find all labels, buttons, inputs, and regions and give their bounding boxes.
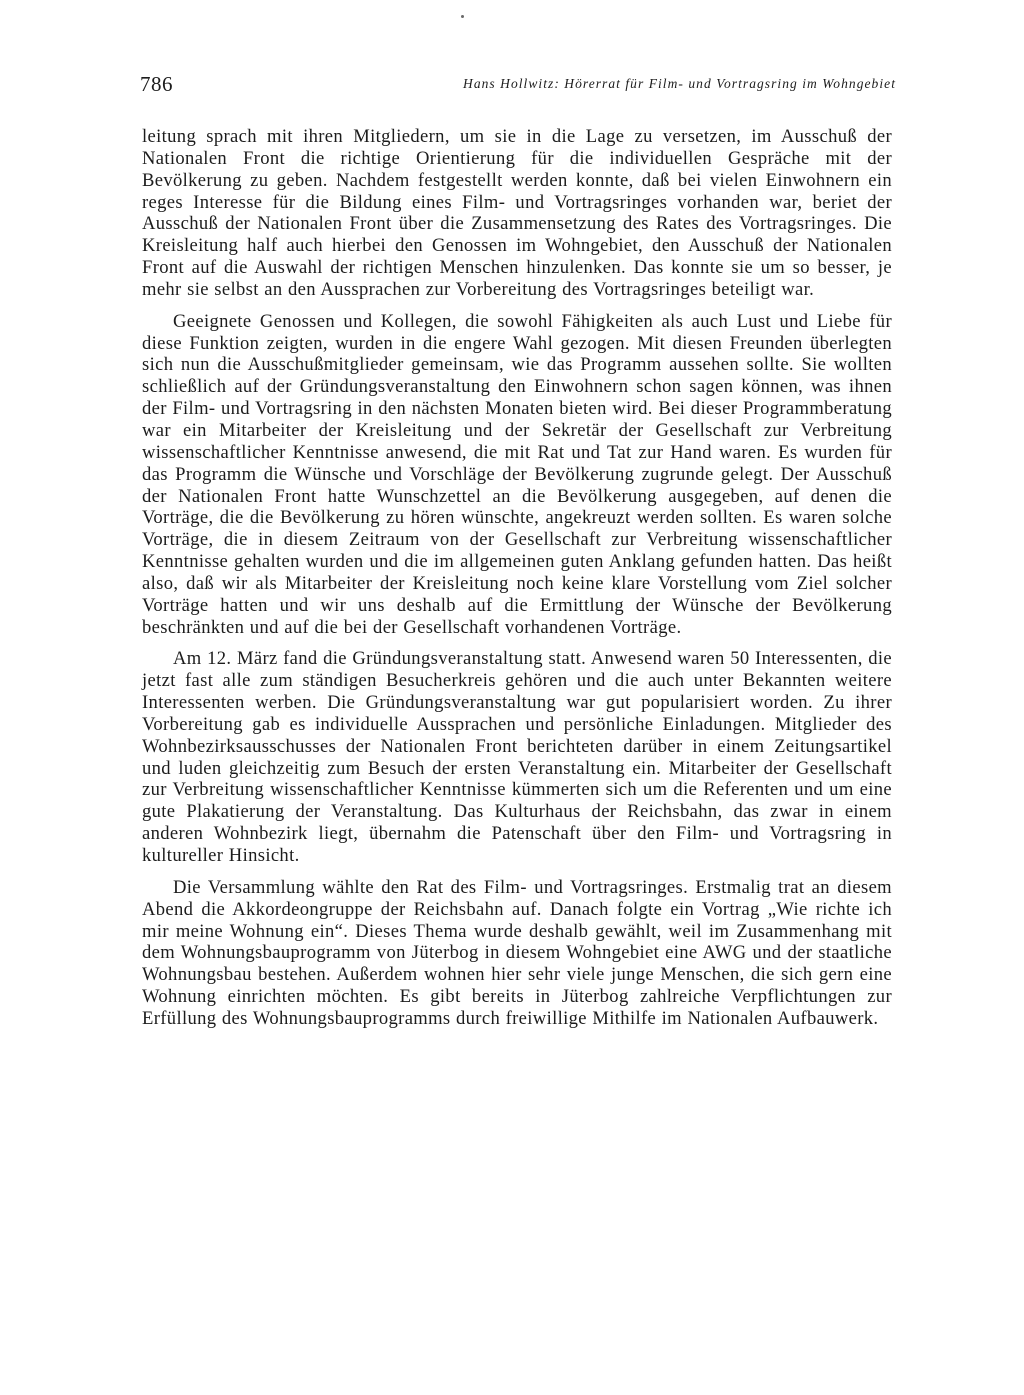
scan-speck: [461, 15, 464, 18]
running-header: Hans Hollwitz: Hörerrat für Film- und Vortragsring im Wohngebiet: [463, 76, 896, 91]
paragraph-3: Am 12. März fand die Gründungsveranstaltung statt. Anwesend waren 50 Interessenten, die jetzt fast alle zum ständigen Besucherkreis gehören und die auch unter Bekannten weitere Interessenten werben. Die Gründungsveranstaltung war gut popularisiert worden. Zu ihrer Vorbereitung gab es individuelle Aussprachen und persönliche Einladungen. Mitglieder des Wohnbezirksausschusses der Nationalen Front berichteten darüber in einem Zeitungsartikel und luden gleichzeitig zum Besuch der ersten Veranstaltung ein. Mitarbeiter der Gesellschaft zur Verbreitung wissenschaftlicher Kenntnisse kümmerten sich um die Referenten und um eine gute Plakatierung der Veranstaltung. Das Kulturhaus der Reichsbahn, das zwar in einem anderen Wohnbezirk liegt, übernahm die Patenschaft über den Film- und Vortragsring in kultureller Hinsicht.: [142, 648, 892, 866]
page-number: 786: [140, 72, 173, 96]
body-text: [142, 126, 892, 1030]
paragraph-4: Die Versammlung wählte den Rat des Film- und Vortragsringes. Erstmalig trat an diesem Abend die Akkordeongruppe der Reichsbahn auf. Danach folgte ein Vortrag „Wie richte ich mir meine Wohnung ein“. Dieses Thema wurde deshalb gewählt, weil im Zusammenhang mit dem Wohnungsbauprogramm von Jüterbog in diesem Wohngebiet eine AWG und der staatliche Wohnungsbau bestehen. Außerdem wohnen hier sehr viele junge Menschen, die sich gern eine Wohnung einrichten möchten. Es gibt bereits in Jüterbog zahlreiche Verpflichtungen zur Erfüllung des Wohnungsbauprogramms durch freiwillige Mithilfe im Nationalen Aufbauwerk.: [142, 876, 892, 1029]
paragraph-1: leitung sprach mit ihren Mitgliedern, um sie in die Lage zu versetzen, im Ausschuß der Nationalen Front die richtige Orientierung für die individuellen Gespräche mit der Bevölkerung zu geben. Nachdem festgestellt werden konnte, daß bei vielen Einwohnern ein reges Interesse für die Bildung eines Film- und Vortragsringes vorhanden war, beriet der Ausschuß der Nationalen Front über die Zusammensetzung des Rates des Vortragsringes. Die Kreisleitung half auch hierbei den Genossen im Wohngebiet, den Ausschuß der Nationalen Front auf die Auswahl der richtigen Menschen hinzulenken. Das konnte sie um so besser, je mehr sie selbst an den Aussprachen zur Vorbereitung des Vortragsringes beteiligt war.: [142, 126, 892, 300]
paragraph-2: Geeignete Genossen und Kollegen, die sowohl Fähigkeiten als auch Lust und Liebe für diese Funktion zeigten, wurden in die engere Wahl gezogen. Mit diesen Freunden überlegten sich nun die Ausschußmitglieder gemeinsam, wie das Programm aussehen sollte. Sie wollten schließlich auf der Gründungsveranstaltung den Einwohnern schon sagen können, was ihnen der Film- und Vortragsring in den nächsten Monaten bieten wird. Bei dieser Programmberatung war ein Mitarbeiter der Kreisleitung und der Sekretär der Gesellschaft zur Verbreitung wissenschaftlicher Kenntnisse anwesend, die mit Rat und Tat zur Hand waren. Es wurden für das Programm die Wünsche und Vorschläge der Bevölkerung zugrunde gelegt. Der Ausschuß der Nationalen Front hatte Wunschzettel an die Bevölkerung ausgegeben, auf denen die Vorträge, die die Bevölkerung zu hören wünschte, angekreuzt werden sollten. Es waren solche Vorträge, die in diesem Zeitraum von der Gesellschaft zur Verbreitung wissenschaftlicher Kenntnisse gehalten wurden und die im allgemeinen guten Anklang gefunden hatten. Das heißt also, daß wir als Mitarbeiter der Kreisleitung noch keine klare Vorstellung vom Ziel solcher Vorträge hatten und wir uns deshalb auf die Ermittlung der Wünsche der Bevölkerung beschränkten und auf die bei der Gesellschaft vorhandenen Vorträge.: [142, 310, 892, 638]
